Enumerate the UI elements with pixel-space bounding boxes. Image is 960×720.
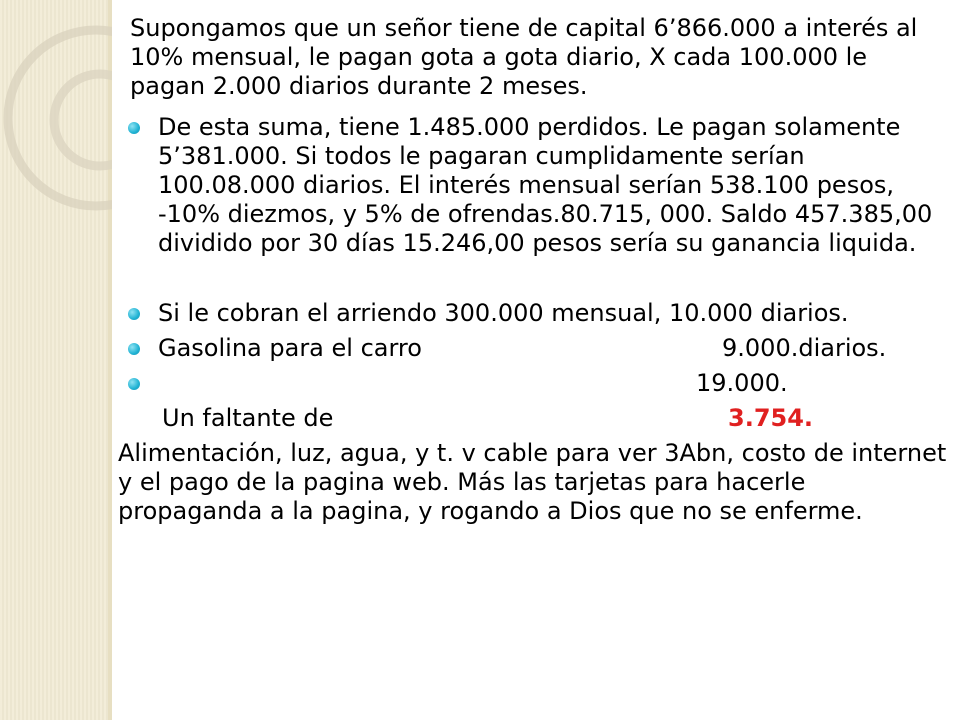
intro-paragraph: Supongamos que un señor tiene de capital 6’866.000 a interés al 10% mensual, le pagan gota a gota diario, X cada 100.000 le pagan 2.000 diarios durante 2 meses. [130, 14, 918, 100]
gasoline-label: Gasolina para el carro [158, 334, 422, 362]
shortfall-label: Un faltante de [162, 404, 334, 432]
decorative-ring-large [8, 30, 112, 206]
decorative-ring-small [54, 74, 112, 166]
slide-content [118, 14, 948, 526]
bullet-item-total [118, 369, 948, 398]
bullet-text: Si le cobran el arriendo 300.000 mensual, 10.000 diarios. [158, 299, 849, 327]
gasoline-value: 9.000.diarios. [722, 334, 887, 362]
bullet-icon [128, 122, 140, 134]
bullet-item-gasoline [118, 334, 948, 363]
bullet-icon [128, 378, 140, 390]
bullet-icon [128, 308, 140, 320]
bullet-icon [128, 343, 140, 355]
shortfall-line [162, 404, 948, 433]
decorative-rings [0, 0, 112, 260]
bullet-text: De esta suma, tiene 1.485.000 perdidos. Le pagan solamente 5’381.000. Si todos le pagaran cumplidamente serían 100.08.000 diarios. El interés mensual serían 538.100 pesos, -10% diezmos, y 5% de ofrendas.80.715, 000. Saldo 457.385,00 dividido por 30 días 15.246,00 pesos sería su ganancia liquida. [158, 113, 933, 257]
bullet-item-lost-amount [118, 113, 948, 258]
bullet-item-rent [118, 299, 948, 328]
shortfall-value: 3.754. [728, 404, 814, 432]
total-value: 19.000. [696, 369, 788, 397]
closing-paragraph: Alimentación, luz, agua, y t. v cable para ver 3Abn, costo de internet y el pago de la pagina web. Más las tarjetas para hacerle propaganda a la pagina, y rogando a Dios que no se enferme. [118, 439, 947, 525]
